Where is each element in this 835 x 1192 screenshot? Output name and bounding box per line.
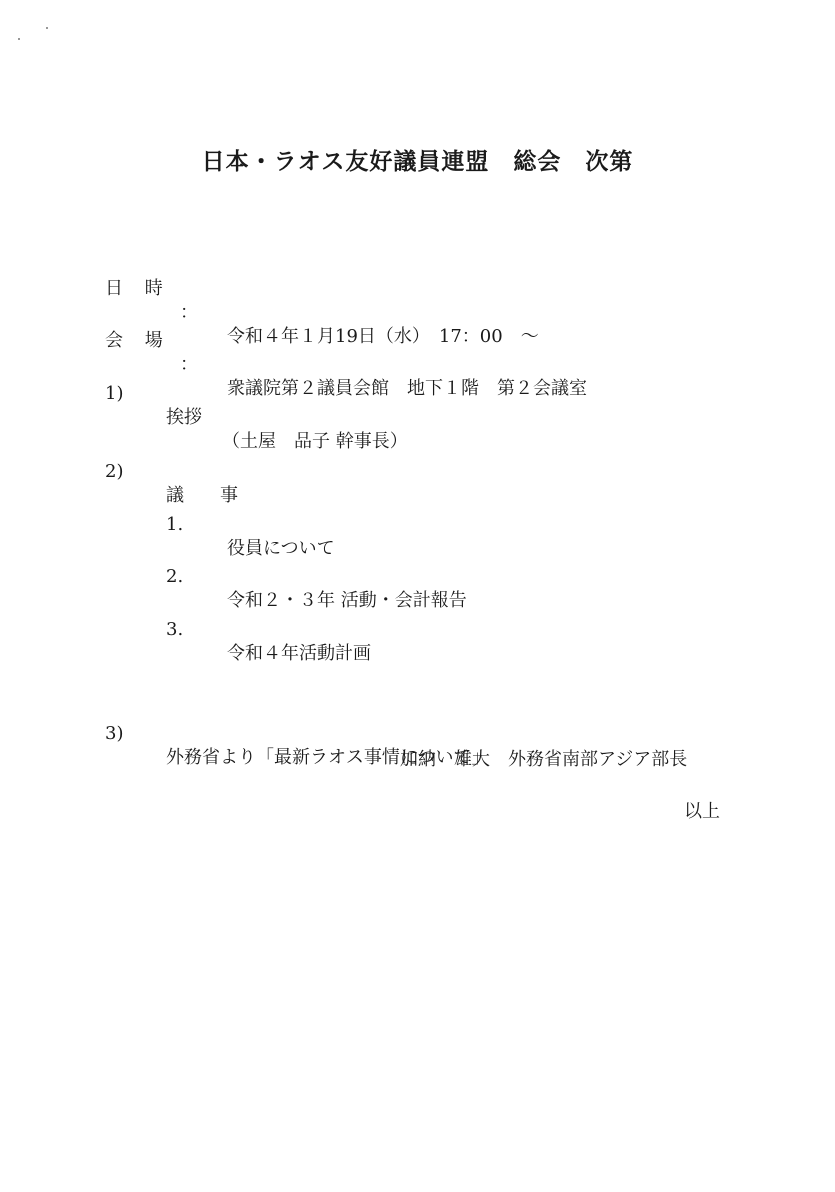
item-title: 外務省より「最新ラオス事情について」 — [166, 747, 490, 768]
item-title: 議 事 — [166, 485, 238, 506]
item-number: 1) — [105, 383, 124, 404]
scan-speck — [46, 27, 48, 29]
subitem-text: 役員について — [227, 538, 335, 559]
speaker-line: 加納 雄大 外務省南部アジア部長 — [400, 749, 688, 770]
scan-speck — [18, 38, 20, 40]
venue-value: 衆議院第２議員会館 地下１階 第２会議室 — [227, 378, 587, 399]
venue-colon: ： — [180, 354, 198, 375]
venue-label: 会 場 — [105, 330, 171, 351]
subitem-report — [0, 541, 835, 611]
item-number: 3) — [105, 723, 124, 744]
item-title: 挨拶 — [166, 407, 202, 428]
datetime-value: 令和４年１月19日（水） 17：00 ～ — [227, 326, 539, 347]
item-number: 2) — [105, 461, 124, 482]
agenda-item-proceedings — [0, 436, 835, 506]
subitem-text: 令和４年活動計画 — [227, 643, 371, 664]
subitem-number: 1. — [166, 514, 184, 535]
item-detail: （土屋 品子 幹事長） — [222, 431, 408, 452]
datetime-colon: ： — [180, 302, 198, 323]
datetime-label: 日 時 — [105, 278, 171, 299]
subitem-officers — [0, 489, 835, 559]
subitem-number: 3. — [166, 619, 184, 640]
subitem-number: 2. — [166, 566, 184, 587]
document-title: 日本・ラオス友好議員連盟 総会 次第 — [201, 148, 634, 175]
subitem-plan — [0, 594, 835, 664]
subitem-text: 令和２・３年 活動・会計報告 — [227, 590, 467, 611]
closing-text: 以上 — [684, 801, 720, 822]
